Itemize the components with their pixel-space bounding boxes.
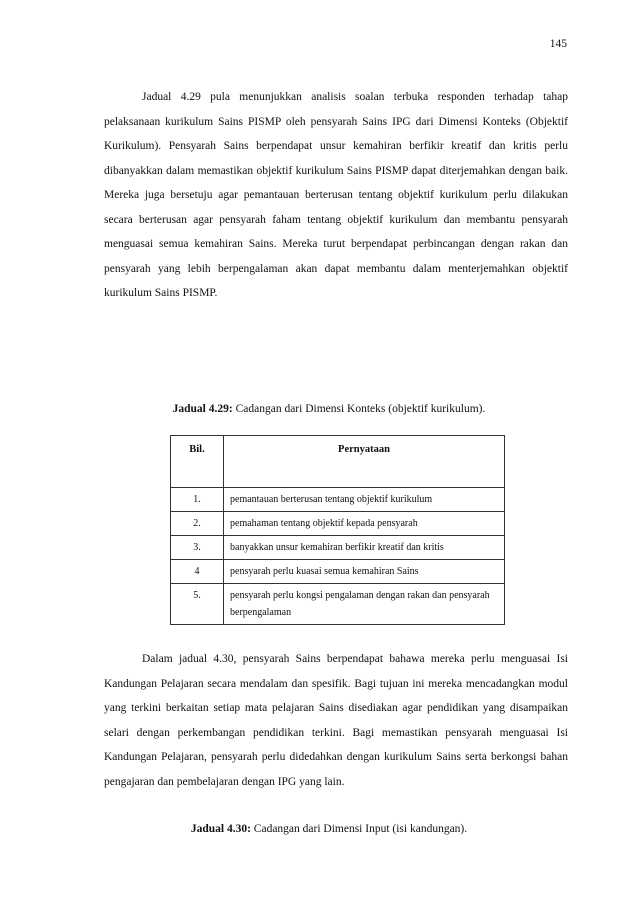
table-caption-label: Jadual 4.29: (172, 403, 233, 415)
body-paragraph-1: Jadual 4.29 pula menunjukkan analisis soalan terbuka responden terhadap tahap pelaksanaan kurikulum Sains PISMP oleh pensyarah Sains IPG dari Dimensi Konteks (Objektif Kurikulum). Pensyarah Sains berpendapat unsur kemahiran berfikir kreatif dan kritis perlu dibanyakkan dalam memastikan objektif kurikulum Sains PISMP dapat diterjemahkan dengan baik. Mereka juga bersetuju agar pemantauan berterusan tentang objektif kurikulum perlu dilakukan secara berterusan agar pensyarah faham tentang objektif kurikulum dan membantu pensyarah menguasai semua kemahiran Sains. Mereka turut berpendapat perbincangan dengan rakan dan pensyarah yang lebih berpengalaman akan dapat membantu dalam menterjemahkan objektif kurikulum Sains PISMP. (104, 91, 568, 299)
row-number: 5. (171, 584, 224, 625)
row-statement: pemantauan berterusan tentang objektif kurikulum (224, 488, 505, 512)
suggestion-table (170, 435, 505, 625)
table-row (171, 488, 505, 512)
header-pernyataan: Pernyataan (224, 436, 505, 488)
page-number: 145 (549, 38, 567, 50)
table-row (171, 512, 505, 536)
row-statement: banyakkan unsur kemahiran berfikir kreatif dan kritis (224, 536, 505, 560)
table-caption-text: Cadangan dari Dimensi Input (isi kandungan). (250, 823, 468, 835)
table-caption-text: Cadangan dari Dimensi Konteks (objektif kurikulum). (232, 403, 486, 415)
table-caption-label: Jadual 4.30: (190, 823, 251, 835)
header-bil: Bil. (171, 436, 224, 488)
row-statement: pensyarah perlu kuasai semua kemahiran Sains (224, 560, 505, 584)
body-paragraph-2: Dalam jadual 4.30, pensyarah Sains berpendapat bahawa mereka perlu menguasai Isi Kandungan Pelajaran secara mendalam dan spesifik. Bagi tujuan ini mereka mencadangkan modul yang terkini berkaitan setiap mata pelajaran Sains disediakan agar pendidikan yang disampaikan selari dengan perkembangan pendidikan terkini. Bagi memastikan pensyarah menguasai Isi Kandungan Pelajaran, pensyarah perlu didedahkan dengan kurikulum Sains serta berkongsi bahan pengajaran dan pembelajaran dengan IPG yang lain. (104, 653, 568, 788)
row-number: 3. (171, 536, 224, 560)
table-row (171, 584, 505, 625)
row-number: 1. (171, 488, 224, 512)
row-number: 2. (171, 512, 224, 536)
row-number: 4 (171, 560, 224, 584)
table-row (171, 560, 505, 584)
row-statement: pemahaman tentang objektif kepada pensyarah (224, 512, 505, 536)
table-caption-4-30 (10, 823, 638, 835)
table-caption-4-29 (10, 403, 638, 415)
row-statement: pensyarah perlu kongsi pengalaman dengan rakan dan pensyarah berpengalaman (224, 584, 505, 625)
table-row (171, 536, 505, 560)
table-header-row (171, 436, 505, 488)
